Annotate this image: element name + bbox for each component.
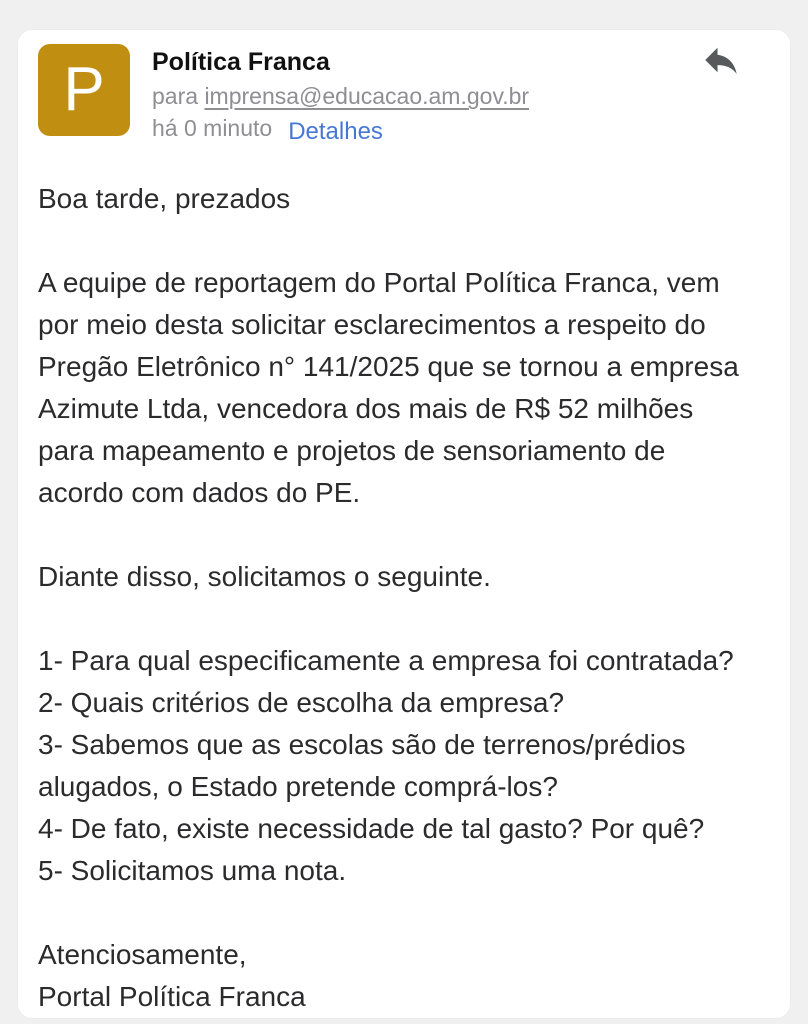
header-text xyxy=(152,44,529,144)
avatar-initial: P xyxy=(63,55,105,124)
question-line-1: 1- Para qual especificamente a empresa foi contratada? xyxy=(38,645,734,676)
recipient-email-link[interactable]: imprensa@educacao.am.gov.br xyxy=(204,83,530,109)
details-link[interactable]: Detalhes xyxy=(288,118,383,145)
email-header xyxy=(18,30,790,144)
question-line-4: 4- De fato, existe necessidade de tal gasto? Por quê? xyxy=(38,813,705,844)
questions-list xyxy=(38,640,756,892)
email-body xyxy=(18,178,790,1018)
to-label: para xyxy=(152,83,205,109)
sender-name: Política Franca xyxy=(152,48,330,76)
signature-name: Portal Política Franca xyxy=(38,981,306,1012)
email-card xyxy=(18,30,790,1018)
reply-arrow-icon xyxy=(698,39,744,81)
timestamp: há 0 minuto xyxy=(152,115,273,141)
greeting-paragraph: Boa tarde, prezados xyxy=(38,183,291,214)
intro-questions-paragraph: Diante disso, solicitamos o seguinte. xyxy=(38,561,491,592)
question-line-5: 5- Solicitamos uma nota. xyxy=(38,855,347,886)
recipient-line xyxy=(152,81,529,111)
signature-block xyxy=(38,934,756,1018)
reply-button[interactable] xyxy=(696,38,746,84)
meta-line xyxy=(152,113,529,144)
sender-avatar[interactable] xyxy=(38,44,130,136)
request-paragraph: A equipe de reportagem do Portal Política Franca, vem por meio desta solicitar esclarecimentos a respeito do Pregão Eletrônico n° 141/2025 que se tornou a empresa Azimute Ltda, vencedora dos mais de R$ 52 milhões para mapeamento e projetos de sensoriamento de acordo com dados do PE. xyxy=(38,267,739,508)
question-line-2: 2- Quais critérios de escolha da empresa? xyxy=(38,687,565,718)
question-line-3: 3- Sabemos que as escolas são de terrenos/prédios alugados, o Estado pretende comprá-los? xyxy=(38,729,686,802)
signature-closing: Atenciosamente, xyxy=(38,939,247,970)
